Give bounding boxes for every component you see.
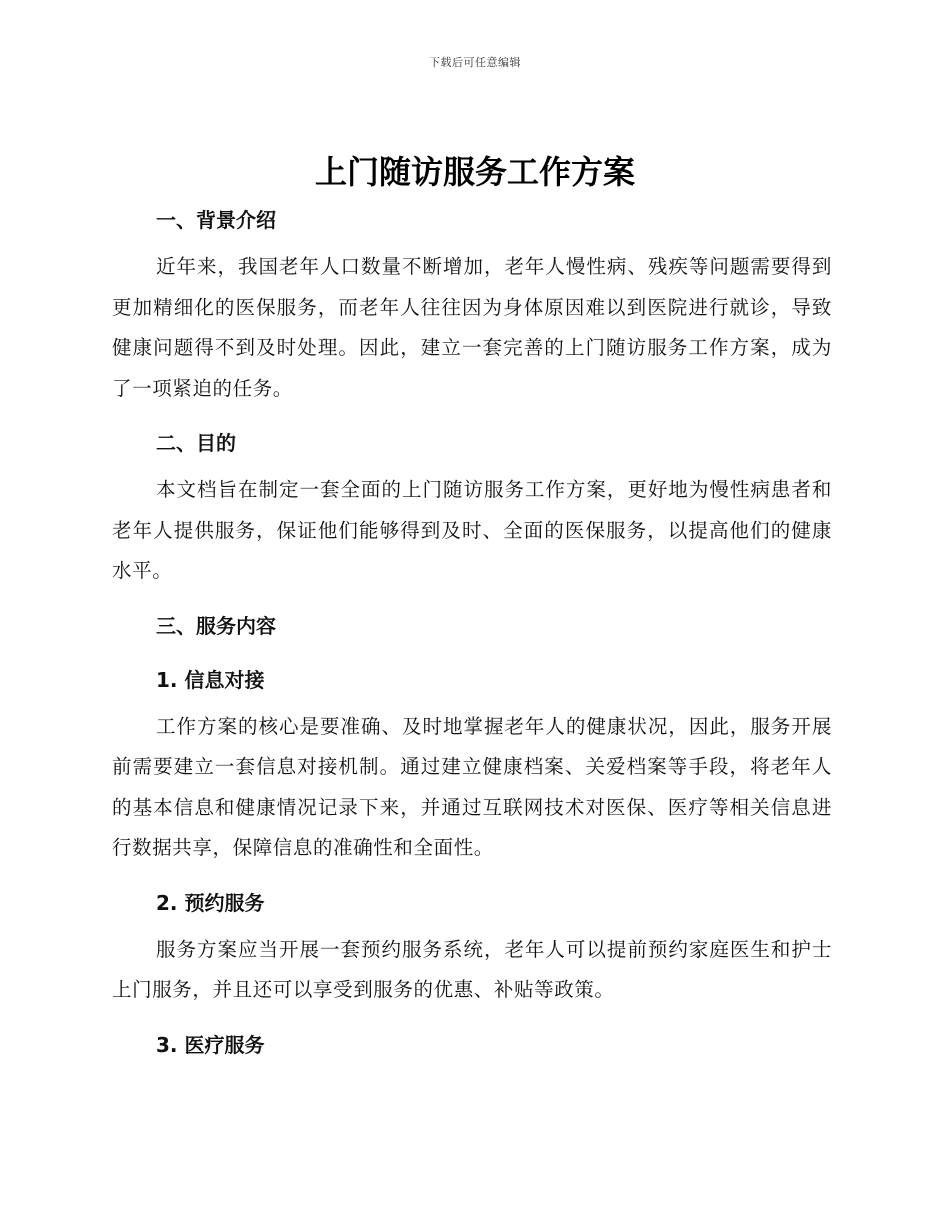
subsection-heading-appointment: 2. 预约服务 bbox=[156, 890, 265, 915]
subsection-paragraph-info-exchange: 工作方案的核心是要准确、及时地掌握老年人的健康状况，因此，服务开展前需要建立一套信息对接机制。通过建立健康档案、关爱档案等手段，将老年人的基本信息和健康情况记录下来，并通过互联网技术对医保、医疗等相关信息进行数据共享，保障信息的准确性和全面性。 bbox=[112, 714, 832, 859]
section-paragraph-background: 近年来，我国老年人口数量不断增加，老年人慢性病、残疾等问题需要得到更加精细化的医保服务，而老年人往往因为身体原因难以到医院进行就诊，导致健康问题得不到及时处理。因此，建立一套完善的上门随访服务工作方案，成为了一项紧迫的任务。 bbox=[112, 255, 832, 400]
page-title: 上门随访服务工作方案 bbox=[314, 153, 635, 191]
header-watermark: 下载后可任意编辑 bbox=[429, 56, 521, 69]
subsection-heading-info-exchange: 1. 信息对接 bbox=[156, 667, 265, 692]
section-heading-service-content: 三、服务内容 bbox=[156, 613, 276, 638]
section-heading-purpose: 二、目的 bbox=[156, 431, 236, 455]
subsection-heading-medical-service: 3. 医疗服务 bbox=[156, 1032, 265, 1057]
document-body bbox=[112, 200, 832, 1065]
section-paragraph-purpose: 本文档旨在制定一套全面的上门随访服务工作方案，更好地为慢性病患者和老年人提供服务，保证他们能够得到及时、全面的医保服务，以提高他们的健康水平。 bbox=[112, 478, 832, 582]
subsection-paragraph-appointment: 服务方案应当开展一套预约服务系统，老年人可以提前预约家庭医生和护士上门服务，并且还可以享受到服务的优惠、补贴等政策。 bbox=[112, 937, 832, 1001]
section-heading-background: 一、背景介绍 bbox=[156, 208, 276, 232]
